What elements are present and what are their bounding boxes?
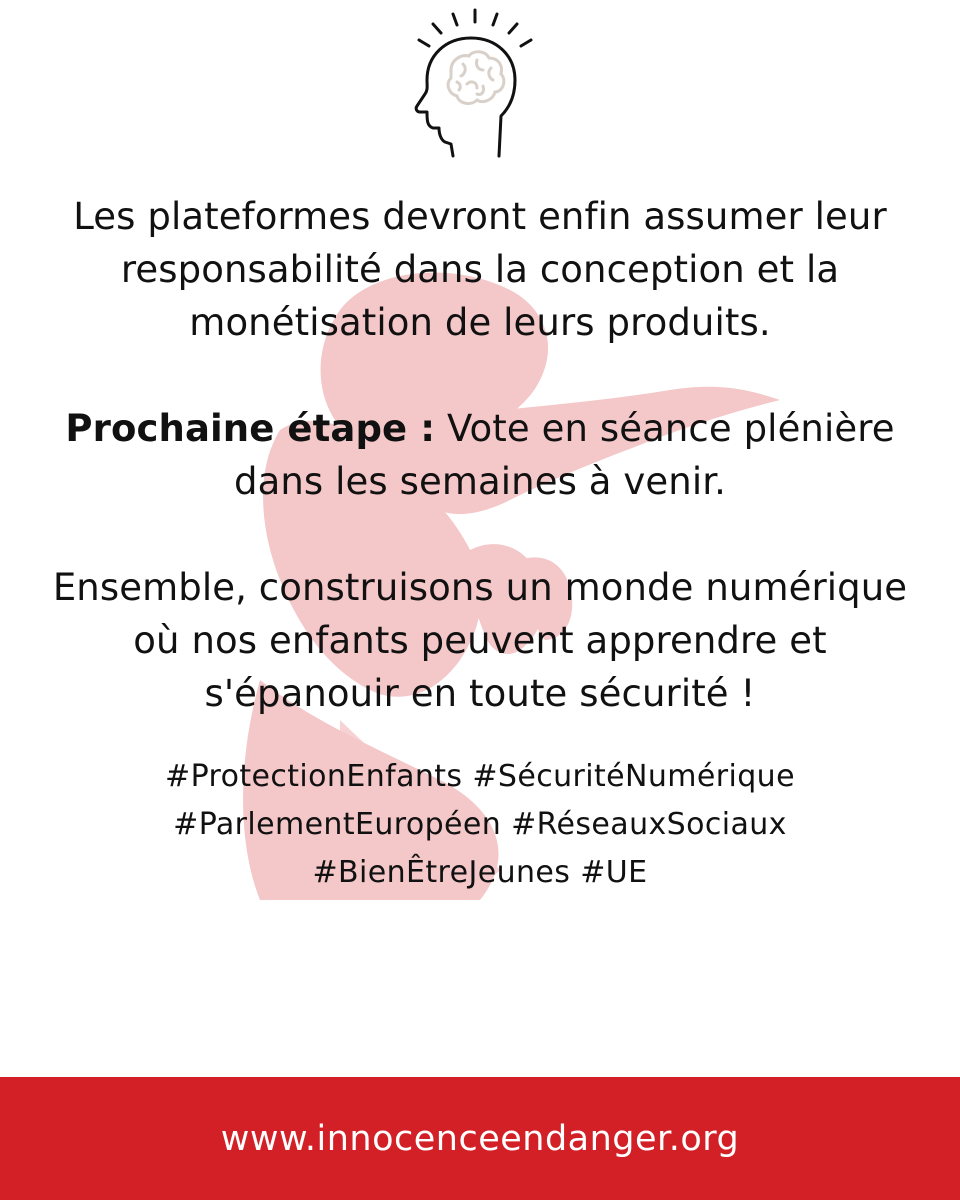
responsibility-paragraph: Les plateformes devront enfin assumer leur responsabilité dans la conception et la monétisation de leurs produits. [73, 195, 887, 344]
footer-banner [0, 1077, 960, 1200]
next-step-text: Vote en séance plénière dans les semaines à venir. [233, 407, 895, 503]
next-step-paragraph [50, 402, 910, 508]
main-text-block [50, 190, 910, 897]
closing-paragraph: Ensemble, construisons un monde numérique où nos enfants peuvent apprendre et s'épanouir en toute sécurité ! [52, 566, 908, 715]
head-brain-icon [405, 8, 545, 158]
website-link[interactable]: www.innocenceendanger.org [220, 1118, 740, 1159]
next-step-label: Prochaine étape : [65, 407, 436, 450]
hashtags: #ProtectionEnfants #SécuritéNumérique #ParlementEuropéen #RéseauxSociaux #BienÊtreJeunes #UE [165, 759, 795, 890]
